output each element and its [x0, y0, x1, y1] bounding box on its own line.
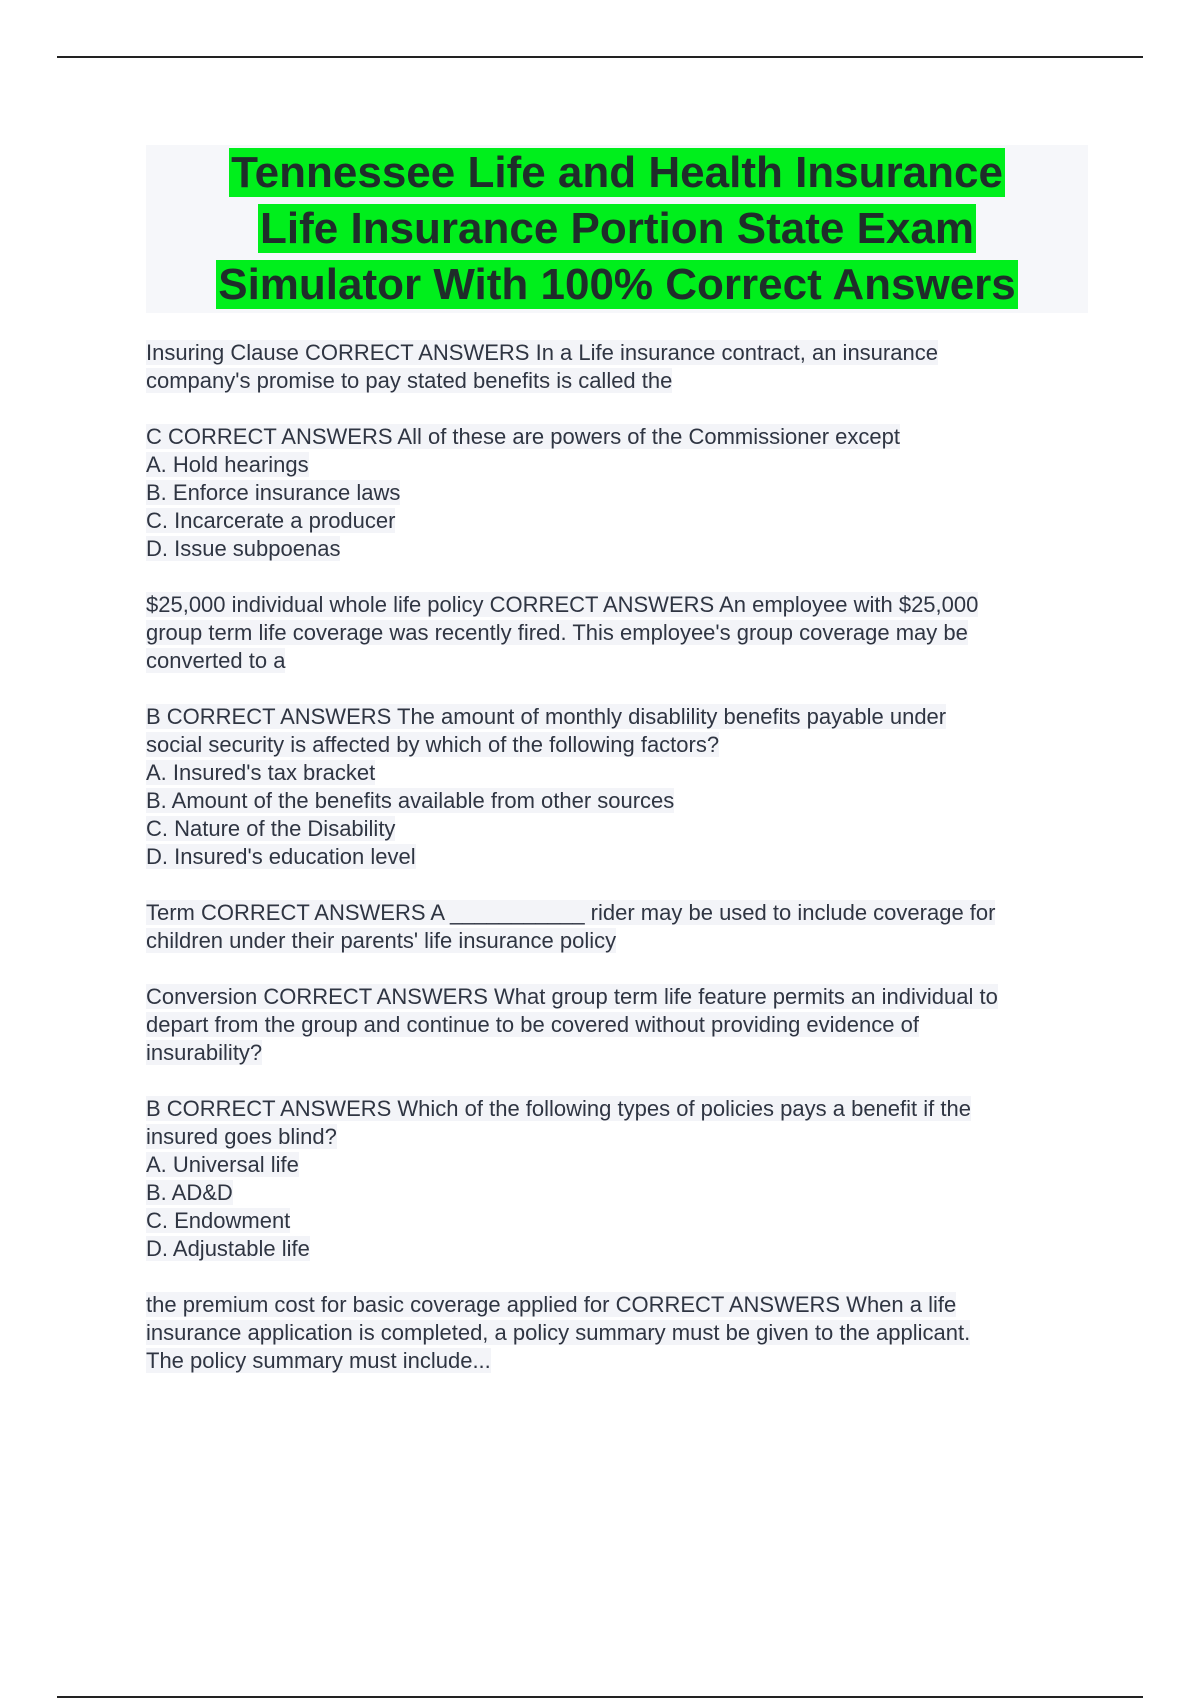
qa-option: A. Universal life	[146, 1152, 299, 1177]
qa-line: C CORRECT ANSWERS All of these are powers of the Commissioner except	[146, 424, 900, 449]
qa-line: Term CORRECT ANSWERS A ___________ rider may be used to include coverage for	[146, 900, 996, 925]
qa-option: C. Incarcerate a producer	[146, 508, 396, 533]
qa-option: D. Issue subpoenas	[146, 536, 341, 561]
qa-option: B. Amount of the benefits available from other sources	[146, 788, 675, 813]
qa-line: converted to a	[146, 648, 286, 673]
qa-option: A. Insured's tax bracket	[146, 760, 376, 785]
qa-list	[146, 339, 1096, 1403]
qa-line: children under their parents' life insurance policy	[146, 928, 617, 953]
qa-option: B. AD&D	[146, 1180, 233, 1205]
qa-entry	[146, 899, 1096, 955]
qa-entry	[146, 1095, 1096, 1263]
qa-line: insurability?	[146, 1040, 263, 1065]
qa-option: B. Enforce insurance laws	[146, 480, 401, 505]
qa-line: insurance application is completed, a policy summary must be given to the applicant.	[146, 1320, 971, 1345]
qa-line: Conversion CORRECT ANSWERS What group term life feature permits an individual to	[146, 984, 998, 1009]
qa-entry	[146, 423, 1096, 563]
title-line: Simulator With 100% Correct Answers	[218, 260, 1016, 309]
qa-line: social security is affected by which of the following factors?	[146, 732, 720, 757]
title-line: Tennessee Life and Health Insurance	[231, 148, 1003, 197]
qa-option: D. Insured's education level	[146, 844, 416, 869]
qa-entry	[146, 983, 1096, 1067]
qa-option: A. Hold hearings	[146, 452, 309, 477]
qa-line: $25,000 individual whole life policy CORRECT ANSWERS An employee with $25,000	[146, 592, 979, 617]
qa-line: B CORRECT ANSWERS Which of the following types of policies pays a benefit if the	[146, 1096, 971, 1121]
qa-line: insured goes blind?	[146, 1124, 337, 1149]
document-title	[146, 145, 1088, 313]
qa-entry	[146, 703, 1096, 871]
qa-line: company's promise to pay stated benefits is called the	[146, 368, 673, 393]
qa-option: C. Endowment	[146, 1208, 291, 1233]
qa-line: the premium cost for basic coverage applied for CORRECT ANSWERS When a life	[146, 1292, 957, 1317]
qa-line: B CORRECT ANSWERS The amount of monthly disablility benefits payable under	[146, 704, 947, 729]
qa-entry	[146, 339, 1096, 395]
qa-line: depart from the group and continue to be covered without providing evidence of	[146, 1012, 919, 1037]
qa-entry	[146, 591, 1096, 675]
qa-entry	[146, 1291, 1096, 1375]
qa-line: Insuring Clause CORRECT ANSWERS In a Life insurance contract, an insurance	[146, 340, 938, 365]
bottom-rule	[57, 1696, 1143, 1698]
qa-option: D. Adjustable life	[146, 1236, 310, 1261]
document-title-block	[146, 145, 1088, 313]
qa-line: group term life coverage was recently fired. This employee's group coverage may be	[146, 620, 968, 645]
qa-option: C. Nature of the Disability	[146, 816, 396, 841]
title-line: Life Insurance Portion State Exam	[260, 204, 974, 253]
top-rule	[57, 56, 1143, 58]
qa-line: The policy summary must include...	[146, 1348, 491, 1373]
